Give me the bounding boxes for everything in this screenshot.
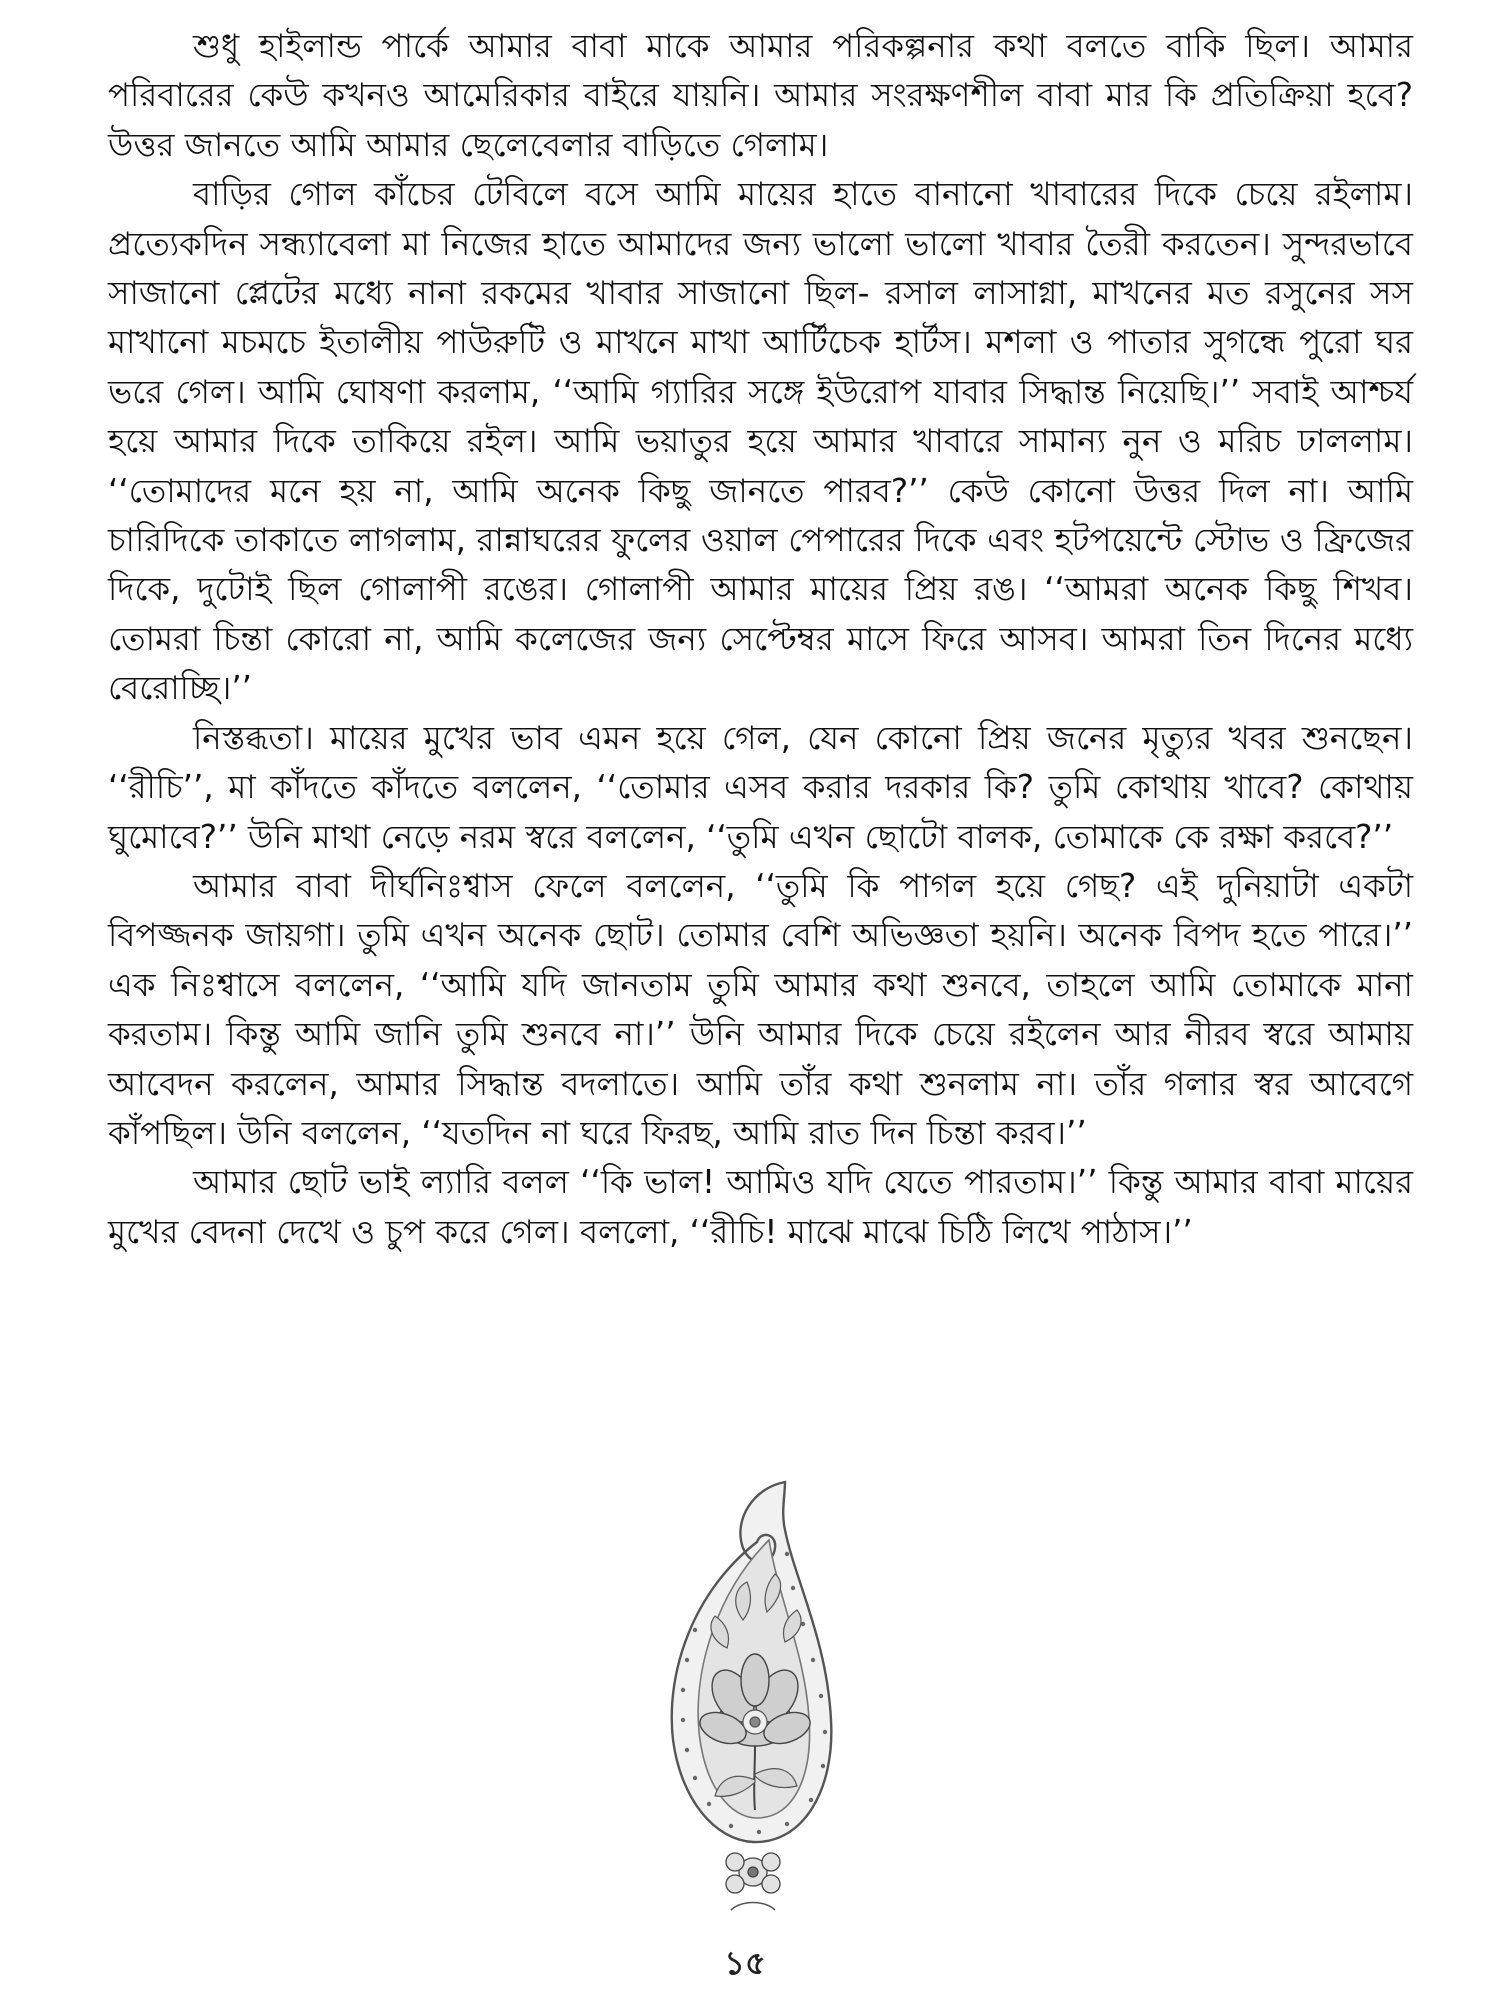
paragraph-2: বাড়ির গোল কাঁচের টেবিলে বসে আমি মায়ের হাতে বানানো খাবারের দিকে চেয়ে রইলাম। প্রত্যেকদিন সন্ধ্যাবেলা মা নিজের হাতে আমাদের জন্য ভালো ভালো খাবার তৈরী করতেন। সুন্দরভাবে সাজানো প্লেটের মধ্যে নানা রকমের খাবার সাজানো ছিল- রসাল লাসাগ্না, মাখনের মত রসুনের সস মাখানো মচমচে ইতালীয় পাউরুটি ও মাখনে মাখা আর্টিচেক হার্টস। মশলা ও পাতার সুগন্ধে পুরো ঘর ভরে গেল। আমি ঘোষণা করলাম, ‘‘আমি গ্যারির সঙ্গে ইউরোপ যাবার সিদ্ধান্ত নিয়েছি।’’ সবাই আশ্চর্য হয়ে আমার দিকে তাকিয়ে রইল। আমি ভয়াতুর হয়ে আমার খাবারে সামান্য নুন ও মরিচ ঢাললাম। ‘‘তোমাদের মনে হয় না, আমি অনেক কিছু জানতে পারব?’’ কেউ কোনো উত্তর দিল না। আমি চারিদিকে তাকাতে লাগলাম, রান্নাঘরের ফুলের ওয়াল পেপারের দিকে এবং হটপয়েন্টে স্টোভ ও ফ্রিজের দিকে, দুটোই ছিল গোলাপী রঙের। গোলাপী আমার মায়ের প্রিয় রঙ। ‘‘আমরা অনেক কিছু শিখব। তোমরা চিন্তা কোরো না, আমি কলেজের জন্য সেপ্টেম্বর মাসে ফিরে আসব। আমরা তিন দিনের মধ্যে বেরোচ্ছি।’’ (108, 175, 1413, 708)
page-number: ১৫ (724, 1944, 766, 1982)
paragraph-4: আমার বাবা দীর্ঘনিঃশ্বাস ফেলে বললেন, ‘‘তুমি কি পাগল হয়ে গেছ? এই দুনিয়াটা একটা বিপজ্জনক জায়গা। তুমি এখন অনেক ছোট। তোমার বেশি অভিজ্ঞতা হয়নি। অনেক বিপদ হতে পারে।’’ এক নিঃশ্বাসে বললেন, ‘‘আমি যদি জানতাম তুমি আমার কথা শুনবে, তাহলে আমি তোমাকে মানা করতাম। কিন্তু আমি জানি তুমি শুনবে না।’’ উনি আমার দিকে চেয়ে রইলেন আর নীরব স্বরে আমায় আবেদন করলেন, আমার সিদ্ধান্ত বদলাতে। আমি তাঁর কথা শুনলাম না। তাঁর গলার স্বর আবেগে কাঁপছিল। উনি বললেন, ‘‘যতদিন না ঘরে ফিরছ, আমি রাত দিন চিন্তা করব।’’ (108, 866, 1413, 1152)
paragraph-5: আমার ছোট ভাই ল্যারি বলল ‘‘কি ভাল! আমিও যদি যেতে পারতাম।’’ কিন্তু আমার বাবা মায়ের মুখের বেদনা দেখে ও চুপ করে গেল। বললো, ‘‘রীচি! মাঝে মাঝে চিঠি লিখে পাঠাস।’’ (108, 1163, 1413, 1251)
paragraph-3: নিস্তব্ধতা। মায়ের মুখের ভাব এমন হয়ে গেল, যেন কোনো প্রিয় জনের মৃত্যুর খবর শুনছেন। ‘‘রীচি’’, মা কাঁদতে কাঁদতে বললেন, ‘‘তোমার এসব করার দরকার কি? তুমি কোথায় খাবে? কোথায় ঘুমোবে?’’ উনি মাথা নেড়ে নরম স্বরে বললেন, ‘‘তুমি এখন ছোটো বালক, তোমাকে কে রক্ষা করবে?’’ (108, 718, 1413, 856)
page-body (108, 22, 1413, 1257)
paisley-ornament-icon (635, 1470, 855, 1930)
paragraph-1: শুধু হাইলান্ড পার্কে আমার বাবা মাকে আমার পরিকল্পনার কথা বলতে বাকি ছিল। আমার পরিবারের কেউ কখনও আমেরিকার বাইরে যায়নি। আমার সংরক্ষণশীল বাবা মার কি প্রতিক্রিয়া হবে? উত্তর জানতে আমি আমার ছেলেবেলার বাড়িতে গেলাম। (108, 27, 1413, 164)
